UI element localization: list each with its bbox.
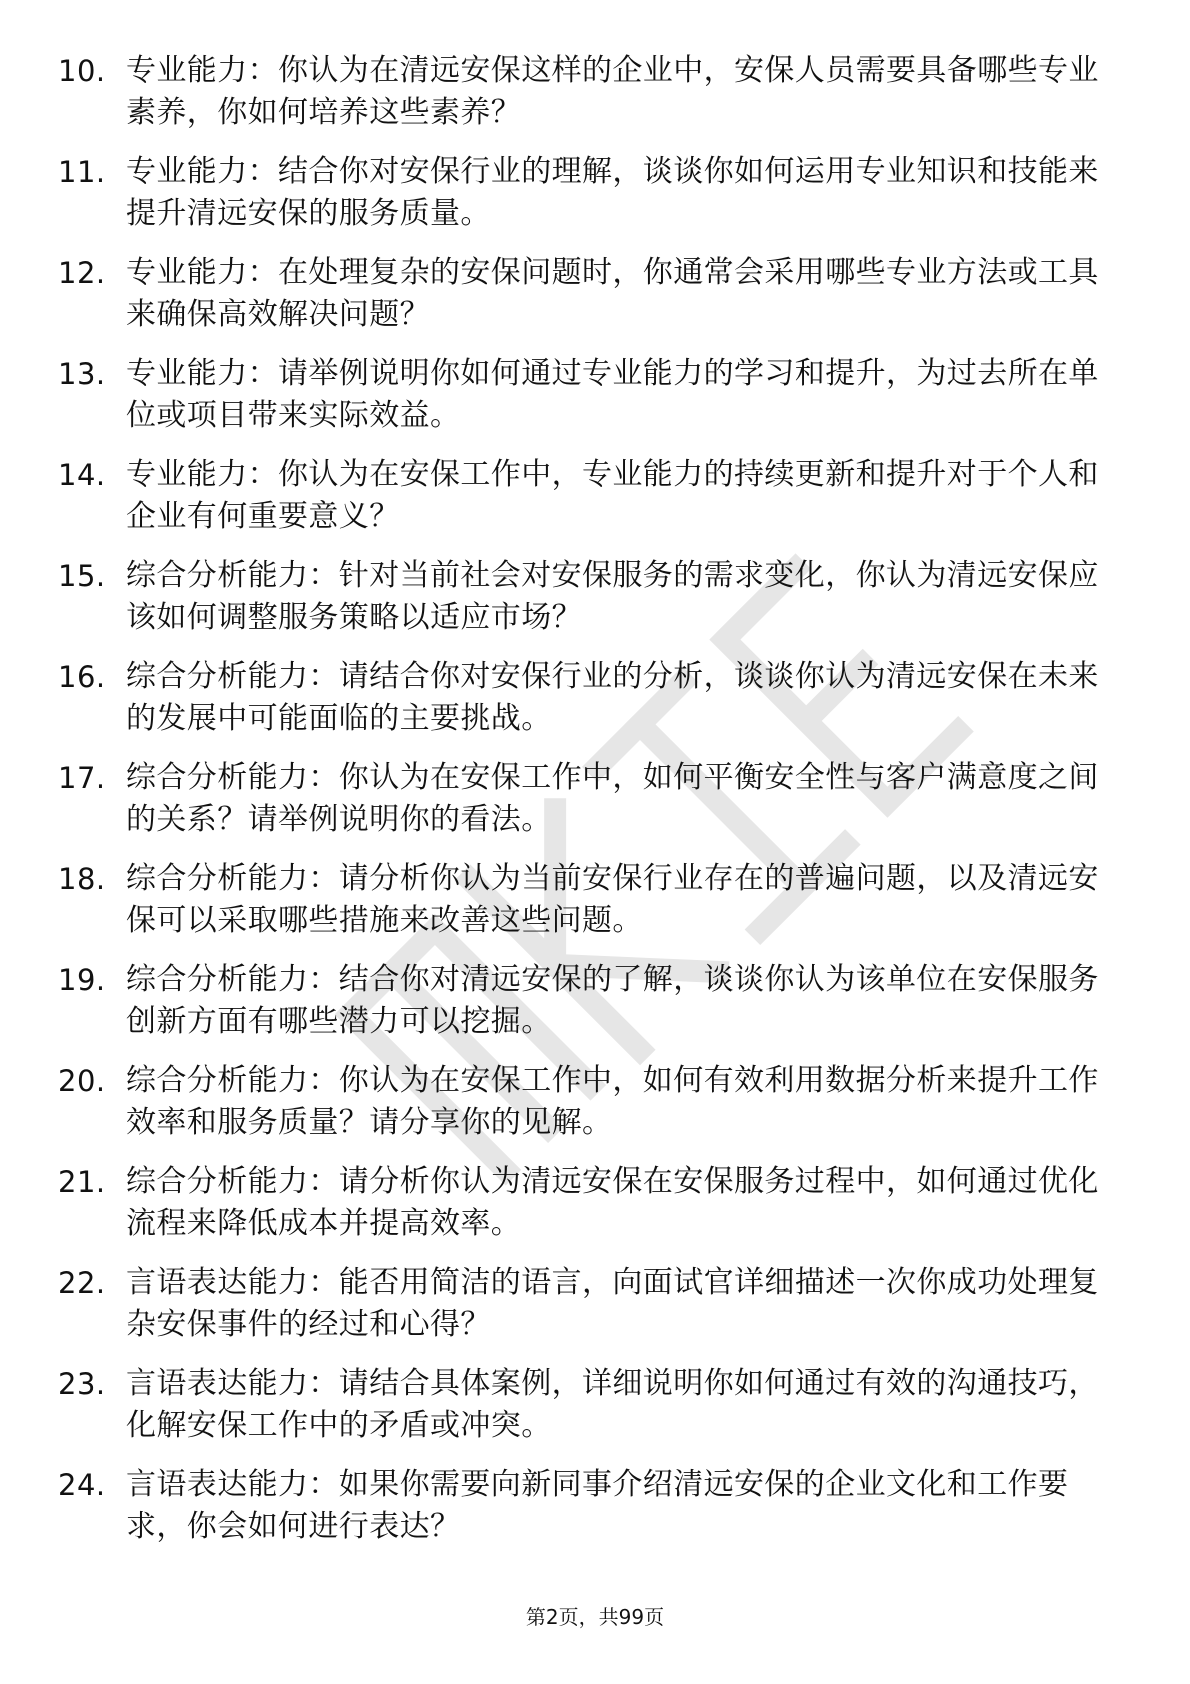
question-number: 24. [58, 1468, 106, 1502]
question-item [58, 858, 1128, 959]
question-item [58, 656, 1128, 757]
question-text: 综合分析能力：针对当前社会对安保服务的需求变化，你认为清远安保应该如何调整服务策略以适应市场？ [126, 558, 1099, 635]
question-item [58, 555, 1128, 656]
question-item [58, 1060, 1128, 1161]
question-item [58, 1262, 1128, 1363]
question-item [58, 1161, 1128, 1262]
question-item [58, 1464, 1128, 1565]
question-number: 13. [58, 357, 106, 391]
question-number: 17. [58, 761, 106, 795]
question-number: 12. [58, 256, 106, 290]
question-number: 22. [58, 1266, 106, 1300]
question-text: 专业能力：你认为在安保工作中，专业能力的持续更新和提升对于个人和企业有何重要意义？ [126, 457, 1099, 534]
question-item [58, 252, 1128, 353]
question-text: 专业能力：请举例说明你如何通过专业能力的学习和提升，为过去所在单位或项目带来实际效益。 [126, 356, 1099, 433]
page-number-footer: 第2页，共99页 [525, 1605, 665, 1629]
question-text: 言语表达能力：能否用简洁的语言，向面试官详细描述一次你成功处理复杂安保事件的经过和心得？ [126, 1265, 1099, 1342]
question-number: 23. [58, 1367, 106, 1401]
question-number: 18. [58, 862, 106, 896]
question-item [58, 959, 1128, 1060]
question-text: 言语表达能力：如果你需要向新同事介绍清远安保的企业文化和工作要求，你会如何进行表达？ [126, 1467, 1069, 1544]
question-text: 综合分析能力：请分析你认为清远安保在安保服务过程中，如何通过优化流程来降低成本并提高效率。 [126, 1164, 1099, 1241]
question-number: 14. [58, 458, 106, 492]
question-text: 专业能力：在处理复杂的安保问题时，你通常会采用哪些专业方法或工具来确保高效解决问题？ [126, 255, 1099, 332]
question-text: 综合分析能力：你认为在安保工作中，如何有效利用数据分析来提升工作效率和服务质量？请分享你的见解。 [126, 1063, 1099, 1140]
question-item [58, 757, 1128, 858]
question-number: 16. [58, 660, 106, 694]
question-number: 11. [58, 155, 106, 189]
question-item [58, 454, 1128, 555]
question-number: 19. [58, 963, 106, 997]
question-item [58, 353, 1128, 454]
question-number: 21. [58, 1165, 106, 1199]
question-text: 综合分析能力：请分析你认为当前安保行业存在的普遍问题，以及清远安保可以采取哪些措施来改善这些问题。 [126, 861, 1099, 938]
question-number: 10. [58, 54, 106, 88]
question-item [58, 1363, 1128, 1464]
question-list [58, 50, 1128, 1565]
question-text: 综合分析能力：你认为在安保工作中，如何平衡安全性与客户满意度之间的关系？请举例说明你的看法。 [126, 760, 1099, 837]
question-text: 综合分析能力：请结合你对安保行业的分析，谈谈你认为清远安保在未来的发展中可能面临的主要挑战。 [126, 659, 1099, 736]
question-text: 言语表达能力：请结合具体案例，详细说明你如何通过有效的沟通技巧，化解安保工作中的矛盾或冲突。 [126, 1366, 1099, 1443]
question-item [58, 50, 1128, 151]
question-text: 综合分析能力：结合你对清远安保的了解，谈谈你认为该单位在安保服务创新方面有哪些潜力可以挖掘。 [126, 962, 1099, 1039]
question-item [58, 151, 1128, 252]
question-text: 专业能力：你认为在清远安保这样的企业中，安保人员需要具备哪些专业素养，你如何培养这些素养？ [126, 53, 1099, 130]
question-number: 15. [58, 559, 106, 593]
question-number: 20. [58, 1064, 106, 1098]
question-text: 专业能力：结合你对安保行业的理解，谈谈你如何运用专业知识和技能来提升清远安保的服务质量。 [126, 154, 1099, 231]
